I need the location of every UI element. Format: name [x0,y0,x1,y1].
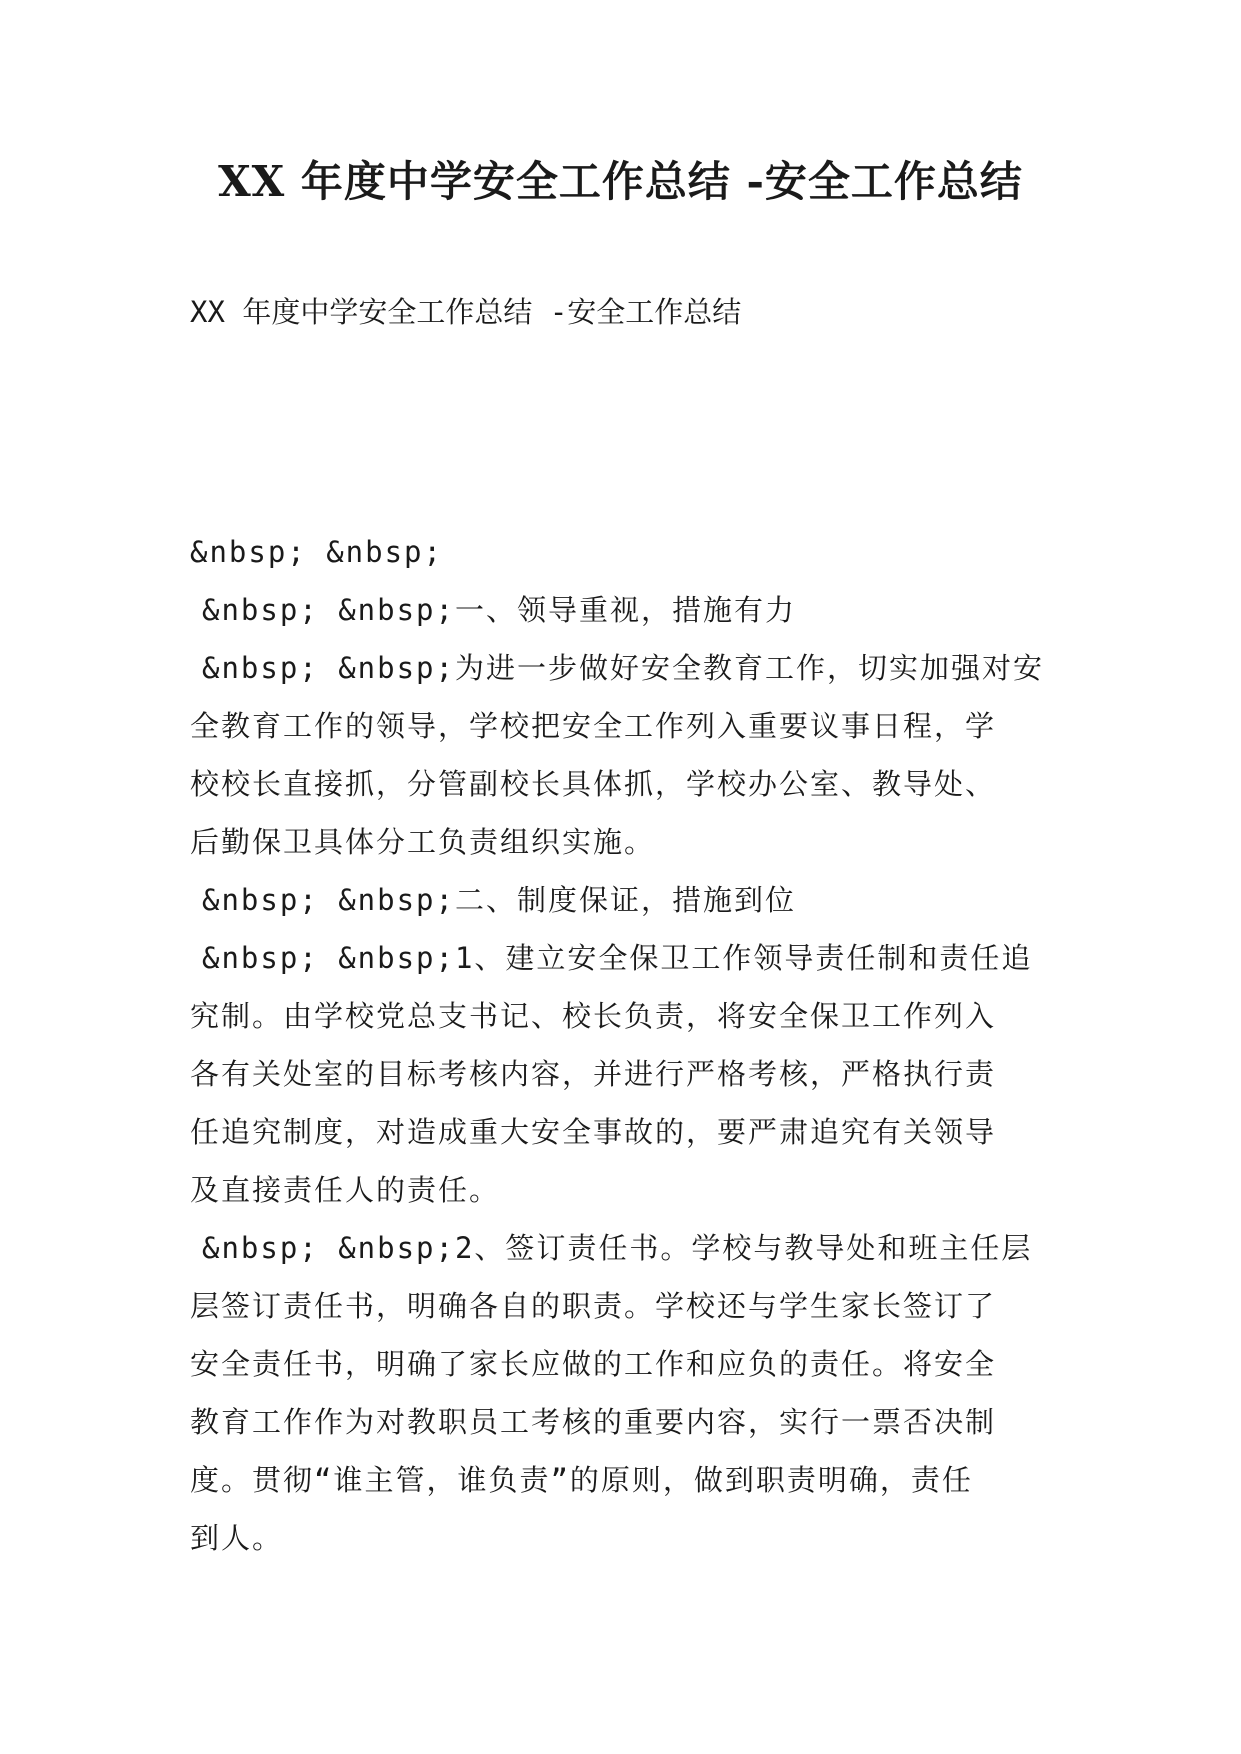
body-line: 后勤保卫具体分工负责组织实施。 [190,825,656,859]
body-line: 校校长直接抓，分管副校长具体抓，学校办公室、教导处、 [190,767,997,801]
document-body [190,532,1070,1576]
body-line: 全教育工作的领导，学校把安全工作列入重要议事日程，学 [190,709,997,743]
body-line: 安全责任书，明确了家长应做的工作和应负的责任。将安全 [190,1347,997,1381]
body-line: 层签订责任书，明确各自的职责。学校还与学生家长签订了 [190,1289,997,1323]
body-line: 到人。 [190,1521,284,1555]
body-line: &nbsp; &nbsp;为进一步做好安全教育工作，切实加强对安 [202,651,1044,685]
document-title: XX 年度中学安全工作总结 -安全工作总结 [218,157,1023,206]
document-subtitle: XX 年度中学安全工作总结 -安全工作总结 [190,295,742,329]
body-line: 及直接责任人的责任。 [190,1173,501,1207]
body-line: 度。贯彻“谁主管，谁负责”的原则，做到职责明确，责任 [190,1463,973,1497]
body-line: 教育工作作为对教职员工考核的重要内容，实行一票否决制 [190,1405,997,1439]
body-line: &nbsp; &nbsp;2、签订责任书。学校与教导处和班主任层 [202,1231,1033,1265]
body-line: 任追究制度，对造成重大安全事故的，要严肃追究有关领导 [190,1115,997,1149]
body-line: 各有关处室的目标考核内容，并进行严格考核，严格执行责 [190,1057,997,1091]
section-heading: &nbsp; &nbsp;一、领导重视，措施有力 [202,593,796,627]
section-heading: &nbsp; &nbsp;二、制度保证，措施到位 [202,883,796,917]
body-line: &nbsp; &nbsp;1、建立安全保卫工作领导责任制和责任追 [202,941,1033,975]
body-line: 究制。由学校党总支书记、校长负责，将安全保卫工作列入 [190,999,997,1033]
body-line: &nbsp; &nbsp; [190,535,443,569]
